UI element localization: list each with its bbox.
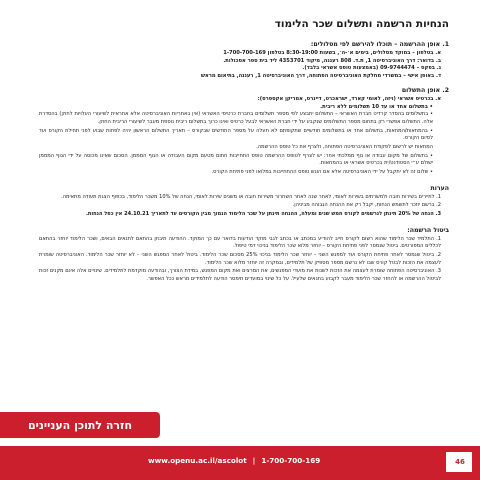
registration-phone: א. בטלפון – במוקד מסלולים, בימים א׳-ה׳, בשעות 8:30-19:00 בטלפון 1-700-700-169	[223, 50, 441, 57]
payment-installments: • בתשלום אחד או עד 10 תשלומים ללא ריבית.	[320, 103, 433, 110]
registration-title: 1. אופן ההרשמה – תוכלו להירשם לפי מסלולים:	[310, 41, 449, 49]
notes-title: הערות	[430, 184, 449, 192]
footer-bar	[0, 446, 480, 480]
cancellation-item: 1. התלמיד שכר הלימוד שהוא רשום לקורס חייב להודיע במכתב או בכתב לגבי מוקד הודעות בדואר עם כך המוקד. ההודעה תיבחן בהתאם לתנאים הבאים, ושכר הלימוד יוחזר בהתאם לכללים המפורטים. ביטול שנמסר לפני פתיחת הקורס – יוחזר מלוא שכר הלימוד בניכוי דמי טיפול.	[39, 235, 441, 250]
registration-mail: ב. בדואר: דרך האוניברסיטה 1, ת.ד. 808 רעננה, מיקוד 4353701 ליד בית ספר אסכולות.	[223, 57, 441, 64]
cancellation-item: 3. האוניברסיטה הפתוחה שומרת לעצמה את הזכות לשנות את מועדי המפגשים, את המרצים ואת מקום המפגש, במידת הצורך, ובהודעה מוקדמת לתלמידים. שינויים אלה אינם מקנים זכות לביטול ההרשמה או להחזר שכר הלימוד מעבר לקבוע בתנאים שלעיל. על כל שינוי במועדים תימסר הודעה לתלמידים מראש ככל האפשר.	[39, 268, 441, 282]
payment-employer-note: • שלום זה לא יתקבל על ידי האוניברסיטה אלא אם הוגש טופס ההתחייבות במלואו לפני פתיחת הקורס.	[211, 168, 433, 175]
main-content	[39, 18, 449, 284]
registration-in-person: ד. באופן אישי – במשרדי מחלקת האוניברסיטה הפתוחה, דרך האוניברסיטה 1, רעננה, בתיאום מראש	[201, 72, 441, 79]
registration-section	[39, 41, 449, 80]
footer-separator: |	[252, 456, 256, 465]
cancellation-section	[39, 227, 449, 284]
footer-url-link[interactable]: www.openu.ac.il/ascolot	[148, 456, 247, 465]
note-item: 3. הנחה של 20% תינתן לנרשמים לקורס חמש שנים ומעלה, ההנחה תינתן על שכר הלימוד הנמוך מבין הקורסים עד לתאריך 24.10.21 אין כפל הנחות.	[85, 210, 441, 217]
payment-section	[39, 87, 449, 176]
page-title: הנחיות הרשמה ותשלום שכר הלימוד	[274, 18, 449, 30]
cancellation-item: 2. ביטול שנמסר לאחר פתיחת הקורס ועד למפגש השני – יוחזר שכר הלימוד בניכוי 25% מסכום שכר הלימוד. ביטול לאחר המפגש השני – לא יוחזר שכר הלימוד. האוניברסיטה שומרת לעצמה את הזכות לבטל קורס שבו לא נרשם מספר מספיק של תלמידים, ובמקרה זה יוחזר מלוא שכר הלימוד.	[39, 251, 442, 266]
payment-title: 2. אופן התשלום	[401, 87, 449, 95]
footer-phone: 1-700-700-169	[261, 456, 321, 465]
registration-fax: ג. בפקס – 09-9744474 (באמצעות טופס אשראי בלבד).	[302, 65, 441, 72]
footer-contact	[148, 456, 320, 465]
page-number: 46	[448, 452, 472, 472]
note-item: 2. ברשם יוזכר לתשמש הנחות, יקבל רק את ההנחה הגבוהה מביניהן.	[292, 202, 441, 209]
payment-credit-card: א. בכרטיס אשראי (ויזה, לאומי קארד, ישראכרט, דיינרס, אמריקן אקספרס):	[257, 96, 441, 103]
payment-credit-arrangement: • בתשלומים בהסדר קרדיט חברת האשראי – התשלום יתבצע לפי מספר תשלומים בחברת כרטיסי האשראי (אין באחריות האוניברסיטה אלא אחראית לשיעורי העלויות לחוק) בהסדרת אלה. התשלום אפשרי רק בתחום מספר התשלומים שנקבע על ידי חברת האשראי לבעל כרטיס ואינו כרוך בתשלום ריבית נוספת מעבר לשיעורי הריבית החוק.	[39, 111, 433, 126]
note-item: 1. לתיירים בשירות חובה ולמשרתים בשירות לאומי, לאחר שנה לאחר השחרור משירות חובה או משנים שירות לאומי, הנחה של 10% משכר הלימוד, בכפוף הצגת תעודה מתאימה.	[61, 193, 441, 200]
notes-section	[39, 185, 449, 219]
back-to-contents-button[interactable]: חזרה לתוכן העניינים	[0, 412, 160, 438]
payment-checks-note: המחאות יש לרשום לפקודת האוניברסיטה הפתוחה, ולצרף את כל טופס ההרשמה.	[256, 144, 433, 150]
payment-checks: • בהמחאות/המחאות, בתשלום אחד או בתשלומים חודשיים שתקופתם לא תעלה על מספר החודשים שבקורס – תאריך התשלום הראשון יהיה לפחות שבוע לפני תחילת הקורס ועד לסיום הקורס.	[39, 127, 433, 142]
cancellation-title: ביטול הרשמה:	[407, 226, 449, 234]
payment-employer: • בתשלום של מקום עבודה או גוף ממלכתי אחר: יש לצרף לטופס ההרשמה טופס התחייבות חתום מטעם מקום העבודה או הגוף המממן. הסכום שאינו מכוסה על ידי הגוף המממן ישולם ע״י הסטודנט/ית בכרטיס אשראי או בהמחאות.	[39, 152, 433, 167]
